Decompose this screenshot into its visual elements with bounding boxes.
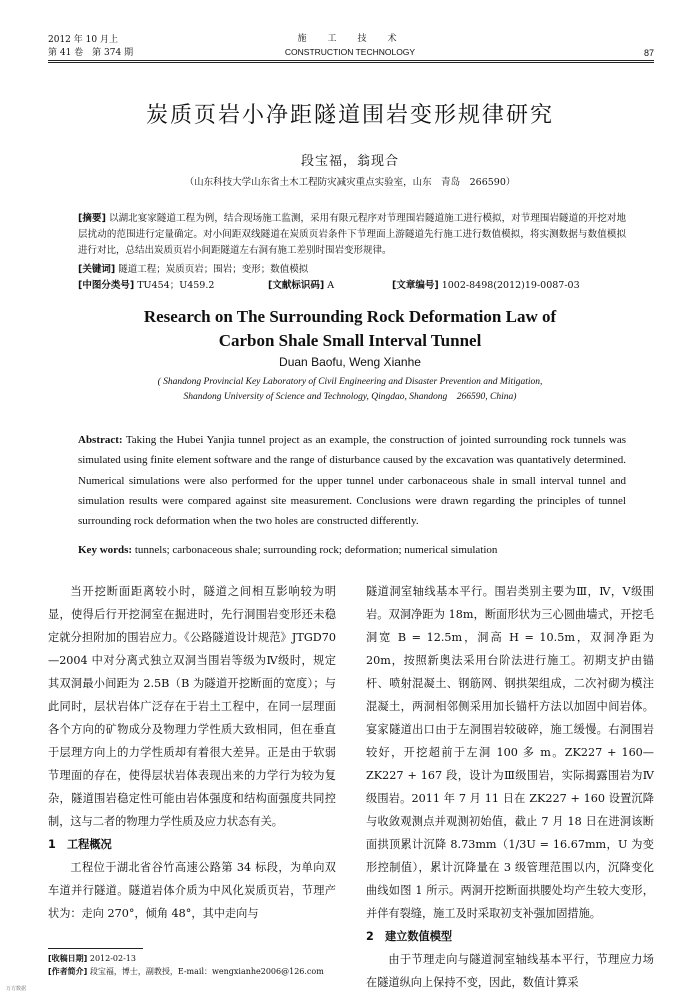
author-label: [作者简介] [48,967,88,976]
title-en-line-2: Carbon Shale Small Interval Tunnel [218,331,482,350]
body-column-left [48,580,336,925]
clc-label: [中图分类号] [78,280,135,291]
abstract-cn [78,211,626,259]
authors-cn: 段宝福，翁现合 [300,154,399,169]
footnote-received [48,952,338,965]
header-journal-cn: 施 工 技 术 [297,34,403,44]
page-title-en [0,305,700,353]
received-date: 2012-02-13 [89,954,136,963]
clc-value: TU454；U459.2 [137,280,215,291]
watermark-corner: 万方数据 [6,986,27,992]
keywords-en-label: Key words: [78,544,133,556]
body-column-right [366,580,654,994]
keywords-en-text: tunnels; carbonaceous shale; surrounding rock; deformation; numerical simulation [134,544,498,556]
header-journal-en: CONSTRUCTION TECHNOLOGY [284,47,416,57]
abstract-en-text: Taking the Hubei Yanjia tunnel project as an example, the construction of jointed surrounding rock tunnels was simulated using finite element software and the range of disturbance caused by the excavation was quantatively determined. Numerical simulations were also performed for the upper tunnel under carbonaceous shale in small interval tunnel and simulation results were compared against site measurement. Conclusions were drawn regarding the principles of tunnel surrounding rock deformation when the two holes are constructed differently. [78,434,626,528]
section-1-paragraph-start: 工程位于湖北省谷竹高速公路第 34 标段，为单向双车道并行隧道。隧道岩体介质为中风化炭质页岩，节理产状为：走向 270°，倾角 48°，其中走向与 [48,861,336,920]
doc-label: [文献标识码] [268,280,325,291]
page-title-cn: 炭质页岩小净距隧道围岩变形规律研究 [145,103,554,128]
received-label: [收稿日期] [48,954,88,963]
section-2-heading: 2 建立数值模型 [366,930,453,943]
affiliation-en [0,375,700,405]
header-rule-2 [48,62,654,63]
doc-value: A [327,280,335,291]
section-1-heading: 1 工程概况 [48,838,112,851]
title-en-line-1: Research on The Surrounding Rock Deformation Law of [143,307,557,326]
keywords-cn [78,262,626,278]
clc-number [78,278,214,294]
footnote-rule [48,948,143,949]
abstract-cn-label: [摘要] [78,213,106,224]
keywords-cn-text: 隧道工程；炭质页岩；围岩；变形；数值模拟 [118,264,309,275]
keywords-cn-label: [关键词] [78,264,116,275]
keywords-en [78,541,626,559]
art-label: [文章编号] [392,280,439,291]
affiliation-en-line-2: Shandong University of Science and Technology, Qingdao, Shandong 266590, China) [183,392,517,402]
article-number [392,278,580,294]
affiliation-cn: （山东科技大学山东省土木工程防灾减灾重点实验室，山东 青岛 266590） [184,177,516,188]
affiliation-en-line-1: ( Shandong Provincial Key Laboratory of Civil Engineering and Disaster Prevention and Mitigation, [157,377,543,387]
header-date: 2012 年 10 月上 [48,35,118,45]
header-volume: 第 41 卷 第 374 期 [48,48,134,58]
header-rule [48,60,654,61]
abstract-cn-text: 以湖北宴家隧道工程为例，结合现场施工监测，采用有限元程序对节理围岩隧道施工进行模拟，对节理围岩隧道的开挖对地层扰动的范围进行定量确定。对小间距双线隧道在炭质页岩条件下节理面上游隧道先行施工进行数值模拟，将实测数据与数值模拟进行对比，总结出炭质页岩小间距隧道左右洞有施工差别时围岩变形规律。 [78,213,626,256]
authors-en: Duan Baofu, Weng Xianhe [279,355,421,369]
section-1-paragraph-cont: 隧道洞室轴线基本平行。围岩类别主要为Ⅲ，Ⅳ，Ⅴ级围岩。双洞净距为 18m，断面形状为三心圆曲墙式，开挖毛洞宽 B = 12.5m，洞高 H = 10.5m，双洞净距为 20m，按照新奥法采用台阶法进行施工。初期支护由锚杆、喷射混凝土、钢筋网、钢拱架组成，二次衬砌为模注混凝土，两洞相邻侧采用加长锚杆方法以加固中间岩体。宴家隧道出口由于左洞围岩较破碎，施工缓慢。右洞围岩较好，开挖超前于左洞 100 多 m。ZK227 + 160—ZK227 + 167 段，设计为Ⅲ级围岩，实际揭露围岩为Ⅳ级围岩。2011 年 7 月 11 日在 ZK227 + 160 设置沉降与收敛观测点并观测初始值，截止 7 月 18 日在进洞该断面拱顶累计沉降 8.73mm（1/3U = 16.67mm，U 为变形控制值），累计沉降量在 3 级管理范围以内，沉降变化曲线如图 1 所示。两洞开挖断面拱腰处均产生较大变形，并伴有裂缝，施工及时采取初支补强加固措施。 [366,585,654,920]
abstract-en [78,430,626,531]
author-info: 段宝福，博士，副教授，E-mail：wengxianhe2006@126.com [89,967,324,976]
intro-paragraph: 当开挖断面距离较小时，隧道之间相互影响较为明显，使得后行开挖洞室在掘进时，先行洞围岩变形还未稳定就分担附加的围岩应力。《公路隧道设计规范》JTGD70—2004 中对分离式独立双洞当围岩等级为Ⅳ级时，规定其双洞最小间距为 2.5B（B 为隧道开挖断面的宽度）；与此同时，层状岩体广泛存在于岩土工程中，在同一层理面各个方向的矿物成分及物理力学性质大致相同，但在垂直于层理方向上的力学性质却有着很大差异。正是由于软弱节理面的存在，使得层状岩体表现出来的力学行为较为复杂，隧道围岩稳定性可能由岩体强度和结构面强度共同控制，这与二者的物理力学性质及应力状态有关。 [48,585,336,828]
art-value: 1002-8498(2012)19-0087-03 [441,280,580,291]
abstract-en-label: Abstract: [78,434,123,446]
section-2-paragraph: 由于节理走向与隧道洞室轴线基本平行，节理应力场在隧道纵向上保持不变，因此，数值计算采 [366,953,654,989]
footnote-author [48,965,338,978]
page-number: 87 [643,48,654,58]
document-code [268,278,334,294]
footnote [48,952,338,978]
